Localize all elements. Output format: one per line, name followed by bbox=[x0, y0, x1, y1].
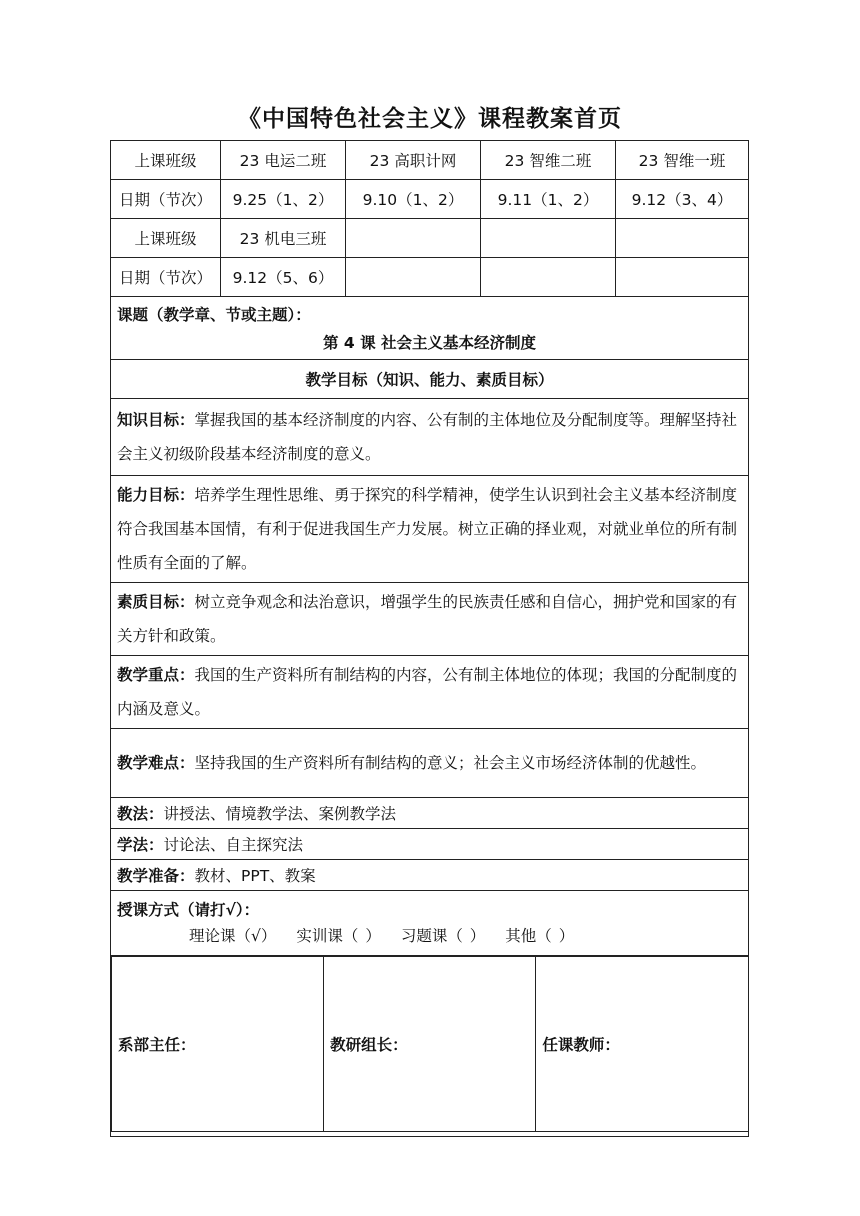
table-row bbox=[111, 399, 749, 476]
teaching-method-label: 教法： bbox=[117, 805, 164, 823]
teacher-signature: 任课教师： bbox=[536, 957, 748, 1132]
quality-objective bbox=[111, 583, 749, 656]
mode-option-exercise: 习题课（ ） bbox=[400, 927, 486, 945]
table-row bbox=[111, 729, 749, 798]
key-text: 我国的生产资料所有制结构的内容，公有制主体地位的体现；我国的分配制度的内涵及意义。 bbox=[117, 666, 738, 718]
table-row bbox=[111, 180, 749, 219]
difficulty-text: 坚持我国的生产资料所有制结构的意义；社会主义市场经济体制的优越性。 bbox=[194, 754, 707, 772]
classes-label: 上课班级 bbox=[111, 141, 221, 180]
topic-label: 课题（教学章、节或主题）： bbox=[117, 306, 311, 324]
knowledge-objective bbox=[111, 399, 749, 476]
table-row bbox=[111, 956, 749, 1137]
group-leader-signature: 教研组长： bbox=[324, 957, 536, 1132]
date-label: 日期（节次） bbox=[111, 258, 221, 297]
difficulty-label: 教学难点： bbox=[117, 754, 195, 772]
class-cell bbox=[346, 219, 481, 258]
objectives-heading: 教学目标（知识、能力、素质目标） bbox=[111, 360, 749, 399]
table-row bbox=[111, 360, 749, 399]
table-row bbox=[111, 219, 749, 258]
topic-value: 第 4 课 社会主义基本经济制度 bbox=[323, 334, 536, 352]
class-cell bbox=[616, 219, 749, 258]
table-row bbox=[111, 476, 749, 583]
table-row bbox=[111, 258, 749, 297]
teaching-method-text: 讲授法、情境教学法、案例教学法 bbox=[163, 805, 397, 823]
key-label: 教学重点： bbox=[117, 666, 195, 684]
class-cell: 23 机电三班 bbox=[221, 219, 346, 258]
date-cell bbox=[616, 258, 749, 297]
mode-option-theory: 理论课（√） bbox=[189, 927, 277, 945]
table-row bbox=[111, 798, 749, 829]
knowledge-text: 掌握我国的基本经济制度的内容、公有制的主体地位及分配制度等。理解坚持社会主义初级阶段基本经济制度的意义。 bbox=[117, 411, 738, 463]
quality-label: 素质目标： bbox=[117, 593, 195, 611]
table-row bbox=[111, 829, 749, 860]
key-points bbox=[111, 656, 749, 729]
table-row bbox=[111, 297, 749, 360]
class-cell: 23 智维一班 bbox=[616, 141, 749, 180]
table-row bbox=[111, 141, 749, 180]
date-cell: 9.12（3、4） bbox=[616, 180, 749, 219]
mode-label: 授课方式（请打√）： bbox=[117, 901, 260, 919]
date-cell: 9.10（1、2） bbox=[346, 180, 481, 219]
class-cell: 23 高职计网 bbox=[346, 141, 481, 180]
table-row bbox=[111, 891, 749, 956]
dept-head-signature: 系部主任： bbox=[112, 957, 324, 1132]
difficult-points bbox=[111, 729, 749, 798]
table-row bbox=[111, 656, 749, 729]
date-cell: 9.25（1、2） bbox=[221, 180, 346, 219]
prep-text: 教材、PPT、教案 bbox=[194, 867, 316, 885]
date-cell: 9.12（5、6） bbox=[221, 258, 346, 297]
ability-label: 能力目标： bbox=[117, 486, 195, 504]
table-row bbox=[111, 860, 749, 891]
class-cell: 23 电运二班 bbox=[221, 141, 346, 180]
date-cell bbox=[346, 258, 481, 297]
teaching-mode bbox=[111, 891, 749, 956]
mode-option-other: 其他（ ） bbox=[505, 927, 575, 945]
signature-table bbox=[111, 956, 748, 1132]
class-cell: 23 智维二班 bbox=[481, 141, 616, 180]
lesson-plan-table bbox=[110, 140, 749, 1137]
quality-text: 树立竞争观念和法治意识，增强学生的民族责任感和自信心，拥护党和国家的有关方针和政策。 bbox=[117, 593, 738, 645]
mode-option-practical: 实训课（ ） bbox=[296, 927, 381, 945]
learning-method-text: 讨论法、自主探究法 bbox=[163, 836, 304, 854]
prep-label: 教学准备： bbox=[117, 867, 195, 885]
date-label: 日期（节次） bbox=[111, 180, 221, 219]
classes-label: 上课班级 bbox=[111, 219, 221, 258]
learning-method-label: 学法： bbox=[117, 836, 164, 854]
table-row bbox=[111, 583, 749, 656]
mode-options bbox=[117, 923, 742, 949]
signature-row bbox=[111, 956, 749, 1137]
learning-method bbox=[111, 829, 749, 860]
class-cell bbox=[481, 219, 616, 258]
teaching-method bbox=[111, 798, 749, 829]
date-cell: 9.11（1、2） bbox=[481, 180, 616, 219]
ability-objective bbox=[111, 476, 749, 583]
page-title: 《中国特色社会主义》课程教案首页 bbox=[238, 106, 622, 132]
knowledge-label: 知识目标： bbox=[117, 411, 195, 429]
date-cell bbox=[481, 258, 616, 297]
teaching-prep bbox=[111, 860, 749, 891]
topic-cell bbox=[111, 297, 749, 360]
ability-text: 培养学生理性思维、勇于探究的科学精神，使学生认识到社会主义基本经济制度符合我国基本国情，有利于促进我国生产力发展。树立正确的择业观，对就业单位的所有制性质有全面的了解。 bbox=[117, 486, 738, 572]
